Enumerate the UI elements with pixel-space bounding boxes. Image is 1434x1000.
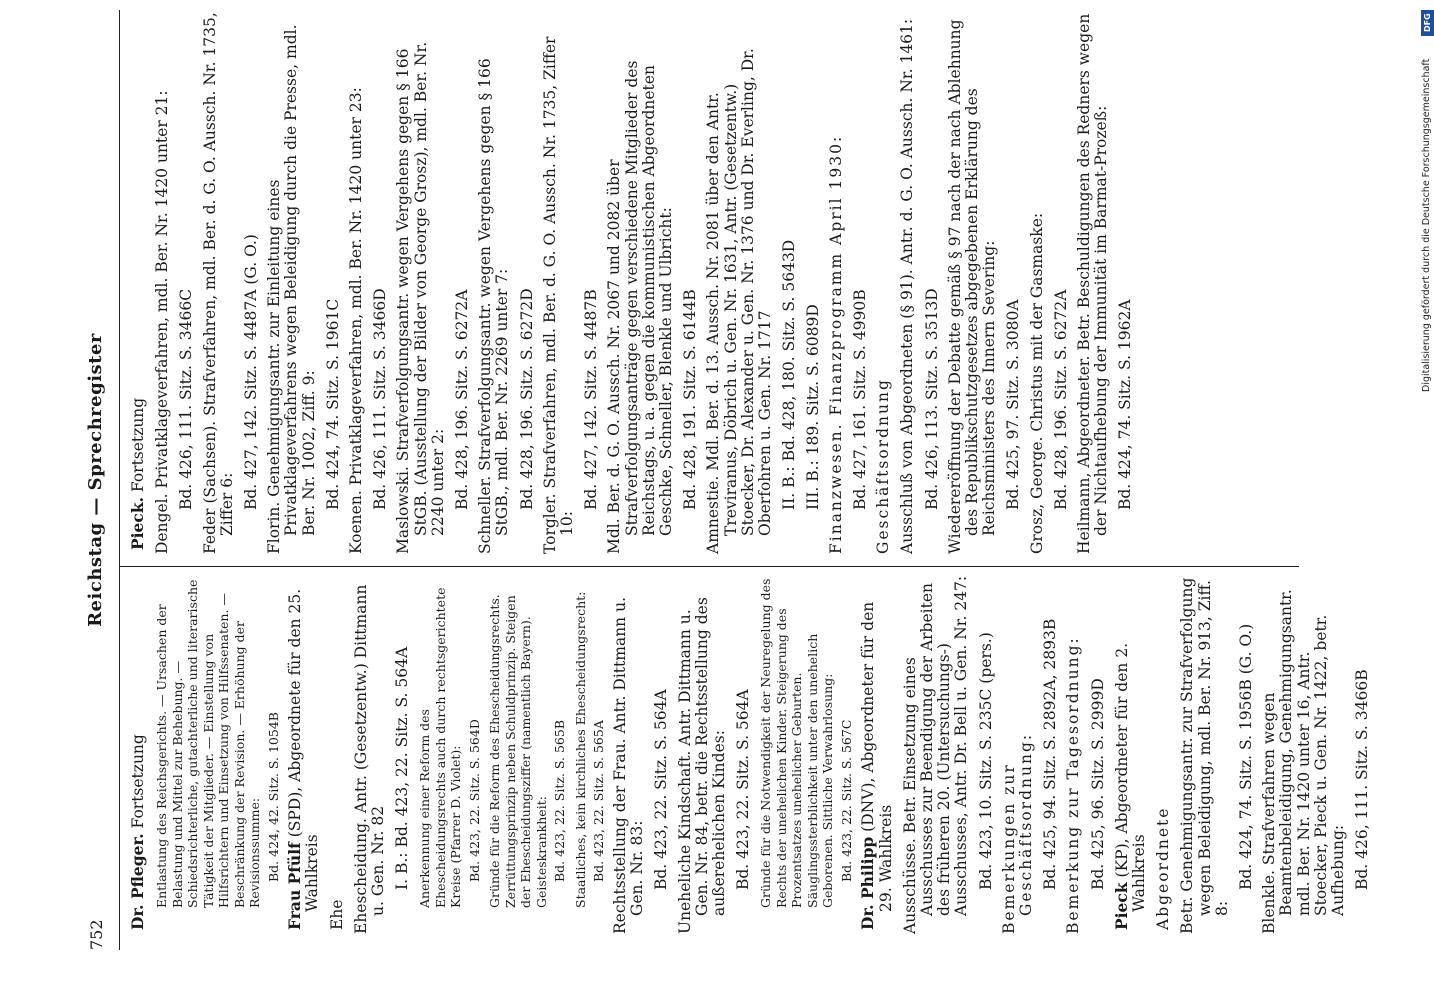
heading: Geschäftsordnung <box>874 378 893 554</box>
speaker-info: (SPD), Abgeordnete für den 25. Wahlkreis <box>286 588 322 912</box>
topic: Ausschüsse. Betr. Einsetzung eines Ausschusses zur Beendigung der Arbeiten des früheren 20. (Untersuchungs-) Ausschusses, Antr. Dr. Bell u. Gen. Nr. 247: <box>900 575 971 934</box>
speaker-info: (KP), Abgeordneter für den 2. Wahlkreis <box>1112 642 1148 912</box>
reference: II. B.: Bd. 428, 180. Sitz. S. 5643D <box>780 239 799 510</box>
topic: Grosz, George. Christus mit der Gasmaske: <box>1027 212 1046 554</box>
reference: Bd. 428, 196. Sitz. S. 6272D <box>517 288 536 510</box>
reference: Bd. 425, 94. Sitz. S. 2892A, 2893B <box>1041 618 1060 890</box>
reference: III. B.: 189. Sitz. S. 6089D <box>803 304 822 510</box>
reference: Bd. 423, 22. Sitz. S. 564A <box>652 689 671 890</box>
reference: Bd. 427, 142. Sitz. S. 4487A (G. O.) <box>242 234 261 510</box>
reference: Bd. 423, 22. Sitz. S. 565B <box>552 719 568 882</box>
subject-note: Gründe für die Reform des Ehescheidungsrechts. Zerrüttungsprinzip neben Schuldprinzip. Steigen der Ehescheidungsziffer (namentlich Bayern). Geisteskrankheit: <box>487 594 549 908</box>
entry-pieck-cont <box>129 10 147 550</box>
reference: Bd. 427, 142. Sitz. S. 4487B <box>582 289 601 510</box>
topic: Ehescheidung. Antr. (Gesetzentw.) Dittmann u. Gen. Nr. 82 <box>351 584 388 934</box>
topic: Ausschluß von Abgeordneten (§ 91). Antr. d. G. O. Aussch. Nr. 1461: <box>898 18 917 554</box>
dfg-sidebar <box>1420 0 1434 1000</box>
topic: Amnestie. Mdl. Ber. d. 13. Aussch. Nr. 2081 über den Antr. Treviranus, Döbrich u. Gen. Nr. 1631, Antr. (Gesetzentw.) Stoecker, Dr. Alexander u. Gen. Nr. 1376 und Dr. Everling, Dr. Oberfohren u. Gen. Nr. 1717 <box>704 48 775 554</box>
reference: Bd. 425, 96. Sitz. S. 2999D <box>1088 678 1107 890</box>
reference: Bd. 426, 113. Sitz. S. 3513D <box>922 288 941 510</box>
entry-pieck <box>1113 575 1148 930</box>
subject-note: Gründe für die Notwendigkeit der Neuregelung des Rechts der unehelichen Kinder. Steigerung des Prozentsatzes unehelicher Geburten. Säuglingssterblichkeit unter den unehelich Geborenen. Sittliche Verwahrlosung: <box>758 578 836 908</box>
right-column <box>128 10 1141 554</box>
topic: Blenkle. Strafverfahren wegen Beamtenbeleidigung, Genehmigungsantr. mdl. Ber. Nr. 1420 unter 16, Antr. Stoecker, Pieck u. Gen. Nr. 1422, betr. Aufhebung: <box>1260 589 1348 934</box>
topic: Wiedereröffnung der Debatte gemäß § 97 nach der nach Ablehnung des Republikschutzgesetzes abgegebenen Erklärung des Reichsministers des Innern Severing: <box>945 19 999 554</box>
left-column <box>128 575 1377 934</box>
speaker-name: Frau Pfülf <box>285 842 305 930</box>
header-rule <box>119 10 120 950</box>
reference: Bd. 426, 111. Sitz. S. 3466C <box>177 288 196 510</box>
topic: Torgler. Strafverfahren, mdl. Ber. d. G. O. Aussch. Nr. 1735, Ziffer 10: <box>540 36 577 554</box>
page-number: 752 <box>87 919 106 950</box>
topic: Finanzwesen. Finanzprogramm April 1930: <box>826 134 845 554</box>
entry-pfleger <box>129 575 147 930</box>
topic: Heilmann, Abgeordneter. Betr. Beschuldigungen des Redners wegen der Nichtaufhebung der Immunität im Barmat-Prozeß: <box>1074 13 1111 554</box>
speaker-name: Dr. Philipp <box>858 836 878 930</box>
topic: Maslowski. Strafverfolgungsantr. wegen Vergehens gegen § 166 StGB. (Ausstellung der Bilder von George Grosz), mdl. Ber. Nr. 2240 unter 2: <box>394 41 447 554</box>
reference: Bd. 428, 196. Sitz. S. 6272A <box>453 289 472 510</box>
topic: Schneller. Strafverfolgungsantr. wegen Vergehens gegen § 166 StGB., mdl. Ber. Nr. 2269 unter 7: <box>476 58 512 554</box>
reference: Bd. 424, 74. Sitz. S. 1962A <box>1116 299 1135 510</box>
reference: Bd. 428, 191. Sitz. S. 6144B <box>681 289 700 510</box>
dfg-logo: DFG <box>1421 10 1434 36</box>
topic: Mdl. Ber. d. G. O. Aussch. Nr. 2067 und 2082 über Strafverfolgungsanträge gegen verschiedene Mitglieder des Reichstags, u. a. gegen die kommunistischen Abgeordneten Geschke, Schneller, Blenkle und Ulbricht: <box>605 60 676 554</box>
heading: Abgeordnete <box>1154 806 1173 930</box>
heading: Ehe <box>327 899 346 930</box>
reference: Bd. 426, 111. Sitz. S. 3466D <box>371 288 390 510</box>
reference: Bd. 424, 74. Sitz. S. 1956B (G. O.) <box>1237 623 1255 890</box>
topic: Dengel. Privatklageverfahren, mdl. Ber. Nr. 1420 unter 21: <box>153 90 172 554</box>
entry-philipp <box>859 575 894 930</box>
reference: Bd. 423, 22. Sitz. S. 564D <box>466 719 482 882</box>
column-divider <box>119 566 1299 567</box>
reference: I. B.: Bd. 423, 22. Sitz. S. 564A <box>393 646 412 890</box>
subject-note: Entlastung des Reichsgerichts. — Ursachen der Belastung und Mittel zur Behebung. — Schiedsrichterliche, gutachterliche und literarische Tätigkeit der Mitglieder. — Einstellung von Hilfsrichtern und Einsetzung von Hilfssenaten. — Beschränkung der Revision. — Erhöhung der Revisionssumme: <box>154 579 263 908</box>
reference: Bd. 423, 22. Sitz. S. 564A <box>734 689 753 890</box>
reference: Bd. 423, 22. Sitz. S. 565A <box>591 720 607 882</box>
topic: Bemerkung zur Tagesordnung: <box>1064 636 1083 934</box>
topic: Uneheliche Kindschaft. Antr. Dittmann u. Gen. Nr. 84, betr. die Rechtsstellung des außerehelichen Kindes: <box>675 597 728 934</box>
speaker-name: Pieck. <box>128 497 147 550</box>
rotated-page <box>85 0 1372 960</box>
running-head: Reichstag — Sprechregister <box>85 333 106 627</box>
topic: Bemerkungen zur Geschäftsordnung: <box>999 732 1035 934</box>
topic: Koenen. Privatklageverfahren, mdl. Ber. Nr. 1420 unter 23: <box>347 87 366 554</box>
subject-note: Anerkennung einer Reform des Ehescheidungsrechts auch durch rechtsgerichtete Kreise (Pfarrer D. Violet): <box>417 587 464 908</box>
reference: Bd. 424, 74. Sitz. S. 1961C <box>323 298 342 510</box>
speaker-info: (DNV), Abgeordneter für den 29. Wahlkreis <box>859 601 895 912</box>
continuation-label: Fortsetzung <box>129 734 147 829</box>
dfg-credit: Digitalisierung gefördert durch die Deutsche Forschungsgemeinschaft <box>1421 58 1432 392</box>
reference: Bd. 424, 42. Sitz. S. 1054B <box>265 712 281 882</box>
reference: Bd. 427, 161. Sitz. S. 4990B <box>850 289 869 510</box>
speaker-name: Dr. Pfleger. <box>128 833 147 930</box>
entry-pfuelf <box>286 575 321 930</box>
topic: Betr. Genehmigungsantr. zur Strafverfolgung wegen Beleidigung, mdl. Ber. Nr. 913, Ziff. 8: <box>1178 577 1231 934</box>
reference: Bd. 423, 22. Sitz. S. 567C <box>838 719 854 882</box>
topic: Rechtsstellung der Frau. Antr. Dittmann u. Gen. Nr. 83: <box>610 597 647 934</box>
page-header <box>85 10 115 950</box>
reference: Bd. 428, 196. Sitz. S. 6272A <box>1051 289 1070 510</box>
reference: Bd. 423, 10. Sitz. S. 235C (pers.) <box>976 632 995 890</box>
topic: Feder (Sachsen). Strafverfahren, mdl. Ber. d. G. O. Aussch. Nr. 1735, Ziffer 6: <box>200 12 236 554</box>
reference: Bd. 426, 111. Sitz. S. 3466B <box>1353 669 1372 890</box>
topic: Florin. Genehmigungsantr. zur Einleitung eines Privatklageverfahrens wegen Beleidigung durch die Presse, mdl. Ber. Nr. 1002, Ziff. 9: <box>265 24 318 554</box>
subject-note: Staatliches, kein kirchliches Ehescheidungsrecht: <box>572 591 588 908</box>
reference: Bd. 425, 97. Sitz. S. 3080A <box>1004 299 1023 510</box>
continuation-label: Fortsetzung <box>129 397 147 493</box>
speaker-name: Pieck <box>1111 882 1131 930</box>
